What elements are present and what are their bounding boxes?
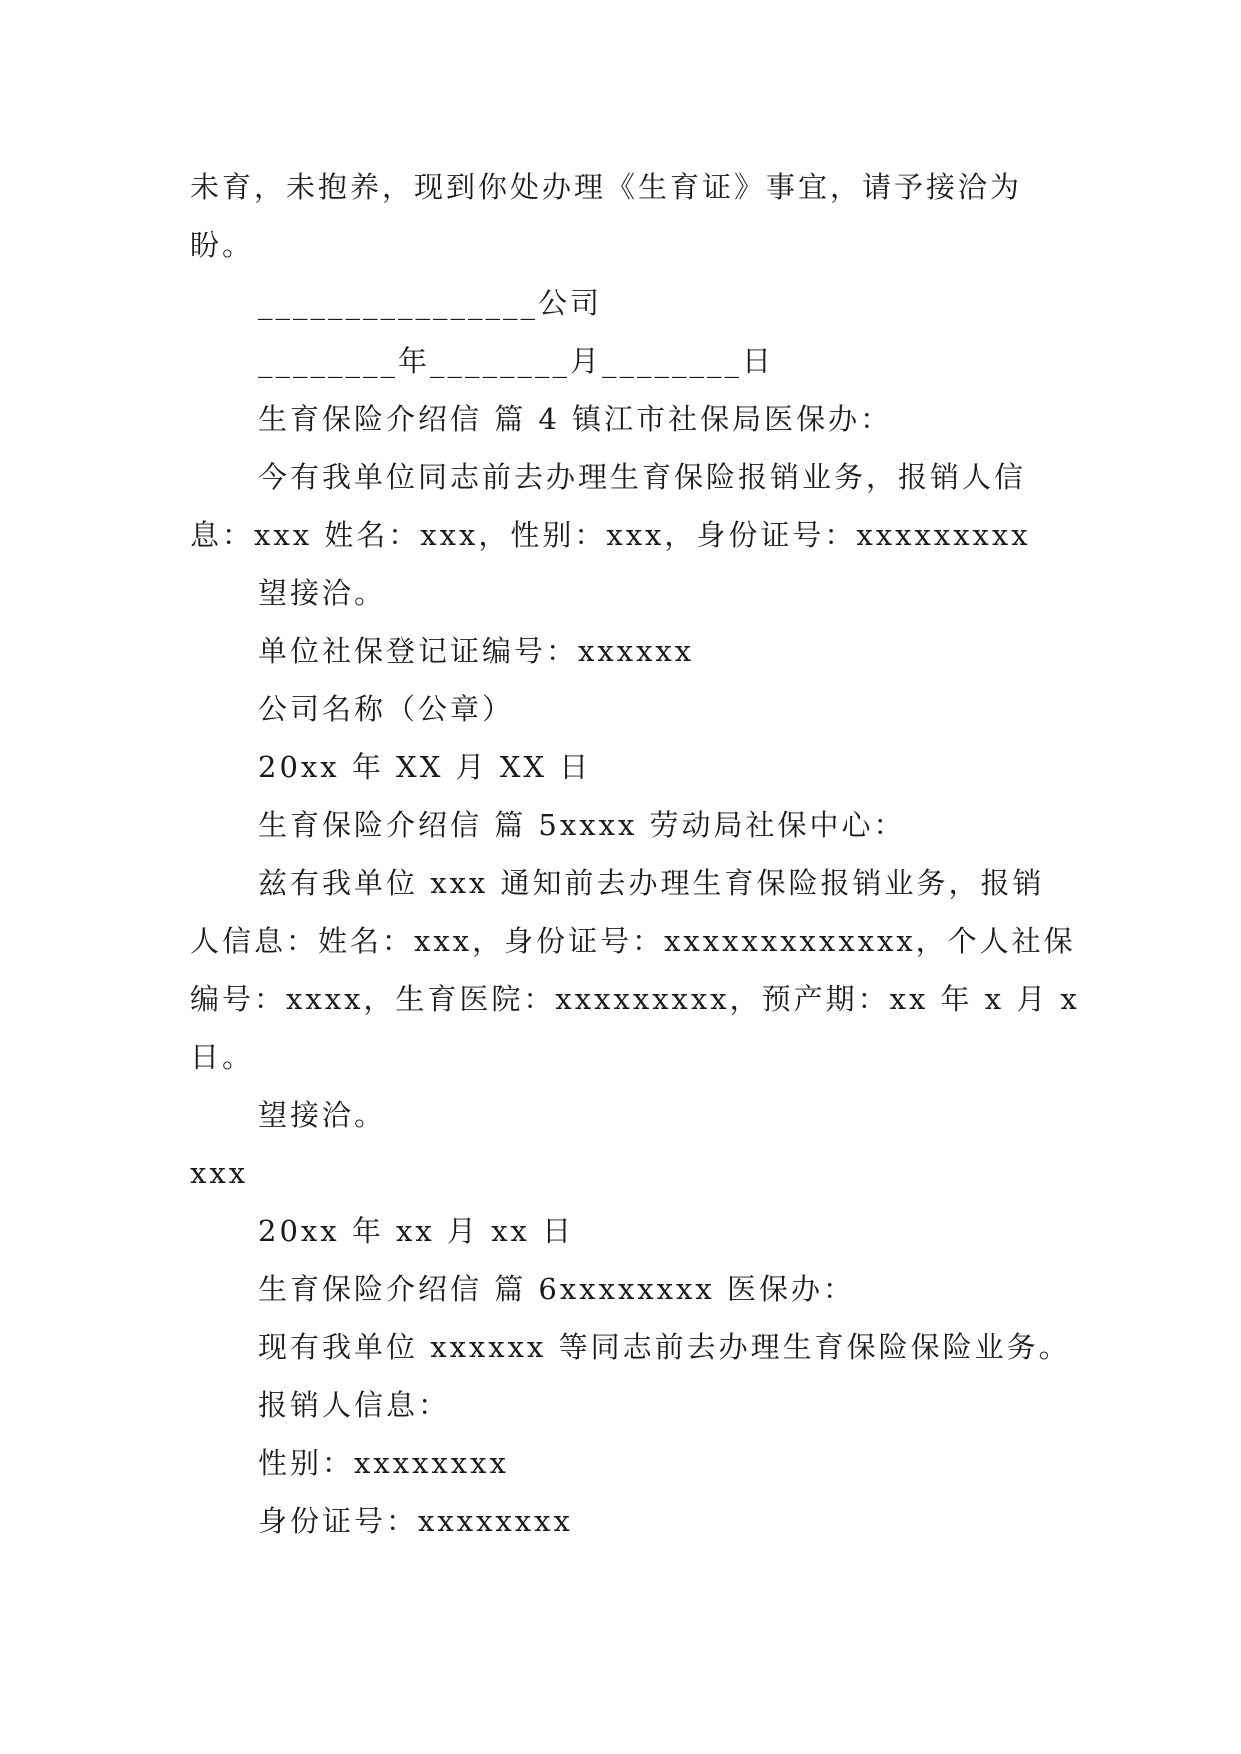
letter-6-id-number: 身份证号：xxxxxxxx bbox=[258, 1504, 573, 1538]
letter-4-heading: 生育保险介绍信 篇 4 镇江市社保局医保办： bbox=[258, 402, 893, 436]
text-line-2: 盼。 bbox=[190, 228, 255, 262]
letter-4-closing: 望接洽。 bbox=[258, 576, 387, 610]
letter-6-body-1: 现有我单位 xxxxxx 等同志前去办理生育保险保险业务。 bbox=[258, 1330, 1071, 1364]
letter-4-registration-number: 单位社保登记证编号：xxxxxx bbox=[258, 634, 695, 668]
text-line-1: 未育，未抱养，现到你处办理《生育证》事宜，请予接洽为 bbox=[190, 170, 1023, 204]
letter-6-applicant-info-label: 报销人信息： bbox=[258, 1388, 451, 1422]
letter-6-gender: 性别：xxxxxxxx bbox=[258, 1446, 509, 1480]
letter-5-body-3: 编号：xxxx，生育医院：xxxxxxxxx，预产期：xx 年 x 月 x bbox=[190, 982, 1080, 1016]
letter-4-body-1: 今有我单位同志前去办理生育保险报销业务，报销人信 bbox=[258, 460, 1027, 494]
letter-5-signature: xxx bbox=[190, 1156, 249, 1190]
document-body bbox=[190, 158, 1080, 1550]
letter-5-heading: 生育保险介绍信 篇 5xxxx 劳动局社保中心： bbox=[258, 808, 906, 842]
letter-6-heading: 生育保险介绍信 篇 6xxxxxxxx 医保办： bbox=[258, 1272, 855, 1306]
letter-4-company-name: 公司名称（公章） bbox=[258, 692, 515, 726]
date-blank-line: ________年________月________日 bbox=[258, 344, 775, 378]
letter-5-body-4: 日。 bbox=[190, 1040, 255, 1074]
company-signature-line: ________________公司 bbox=[258, 286, 603, 320]
letter-5-body-1: 兹有我单位 xxx 通知前去办理生育保险报销业务，报销 bbox=[258, 866, 1045, 900]
letter-4-date: 20xx 年 XX 月 XX 日 bbox=[258, 750, 592, 784]
letter-5-date: 20xx 年 xx 月 xx 日 bbox=[258, 1214, 575, 1248]
letter-5-body-2: 人信息：姓名：xxx，身份证号：xxxxxxxxxxxxx，个人社保 bbox=[190, 924, 1076, 958]
letter-4-body-2: 息：xxx 姓名：xxx，性别：xxx，身份证号：xxxxxxxxx bbox=[190, 518, 1031, 552]
letter-5-closing: 望接洽。 bbox=[258, 1098, 387, 1132]
